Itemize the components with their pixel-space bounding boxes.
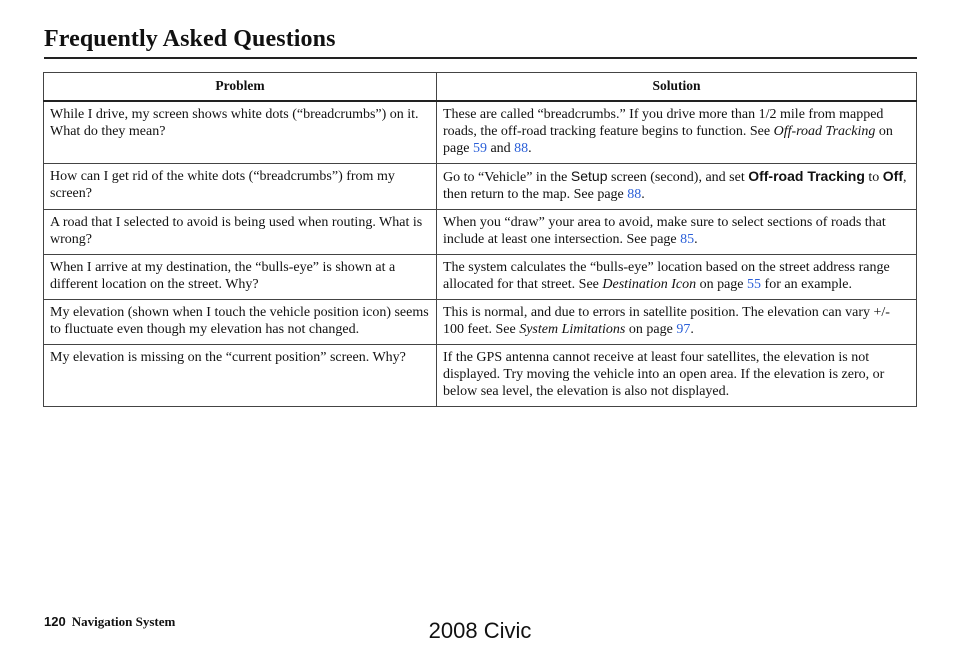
problem-cell: How can I get rid of the white dots (“breadcrumbs”) from my screen?: [44, 164, 437, 210]
setup-screen-label: Setup: [570, 168, 608, 184]
footer-section-title: Navigation System: [71, 614, 176, 629]
solution-text: on page: [443, 124, 893, 156]
solution-cell: [437, 210, 917, 255]
faq-table: [43, 72, 917, 407]
problem-cell: A road that I selected to avoid is being used when routing. What is wrong?: [44, 210, 437, 255]
solution-text: to: [864, 170, 883, 185]
problem-cell: When I arrive at my destination, the “bulls-eye” is shown at a different location on the street. Why?: [44, 255, 437, 300]
reference-title: Destination Icon: [602, 277, 697, 292]
solution-cell: [437, 255, 917, 300]
solution-text: .: [528, 141, 532, 156]
solution-text: on page: [696, 277, 748, 292]
page-number: 120: [44, 614, 66, 629]
solution-text: and: [486, 141, 515, 156]
table-row: [44, 210, 917, 255]
reference-title: Off-road Tracking: [773, 124, 876, 139]
page-link-55[interactable]: 55: [747, 277, 762, 292]
page-link-88[interactable]: 88: [627, 187, 642, 202]
page-title: Frequently Asked Questions: [44, 26, 336, 52]
solution-cell: [437, 164, 917, 210]
problem-cell: My elevation is missing on the “current position” screen. Why?: [44, 345, 437, 407]
solution-cell: [437, 345, 917, 407]
problem-cell: My elevation (shown when I touch the vehicle position icon) seems to fluctuate even though my elevation has not changed.: [44, 300, 437, 345]
page-link-85[interactable]: 85: [680, 232, 695, 247]
table-header-row: [44, 73, 917, 102]
page-link-97[interactable]: 97: [676, 322, 691, 337]
solution-text: for an example.: [761, 277, 852, 292]
solution-cell: [437, 101, 917, 164]
solution-text: .: [694, 232, 698, 247]
solution-text: on page: [625, 322, 677, 337]
solution-text: Go to “Vehicle” in the: [443, 170, 571, 185]
table-row: [44, 101, 917, 164]
table-row: [44, 255, 917, 300]
off-option-label: Off: [882, 168, 904, 184]
table-row: [44, 164, 917, 210]
problem-cell: While I drive, my screen shows white dots (“breadcrumbs”) on it. What do they mean?: [44, 101, 437, 164]
page-link-88[interactable]: 88: [514, 141, 529, 156]
solution-text: These are called “breadcrumbs.” If you drive more than 1/2 mile from mapped roads, the off-road tracking feature begins to function. See: [443, 107, 884, 139]
solution-text: The system calculates the “bulls-eye” location based on the street address range allocated for that street. See: [443, 260, 890, 292]
solution-text: screen (second), and set: [607, 170, 749, 185]
offroad-tracking-label: Off-road Tracking: [748, 168, 865, 184]
title-divider: [44, 57, 917, 59]
solution-text: .: [690, 322, 694, 337]
column-header-problem: Problem: [44, 73, 437, 102]
table-row: [44, 345, 917, 407]
watermark-text: 2008 Civic: [428, 618, 532, 643]
solution-text: This is normal, and due to errors in satellite position. The elevation can vary +/- 100 feet. See: [443, 305, 890, 337]
solution-text: .: [641, 187, 645, 202]
solution-cell: [437, 300, 917, 345]
table-row: [44, 300, 917, 345]
reference-title: System Limitations: [519, 322, 626, 337]
solution-text: If the GPS antenna cannot receive at least four satellites, the elevation is not displayed. Try moving the vehicle into an open area. If the elevation is zero, or below sea level, the elevation is also not displayed.: [443, 350, 885, 399]
column-header-solution: Solution: [437, 73, 917, 102]
solution-text: , then return to the map. See page: [443, 170, 907, 202]
solution-text: When you “draw” your area to avoid, make sure to select sections of roads that include at least one intersection. See page: [443, 215, 886, 247]
page-link-59[interactable]: 59: [472, 141, 487, 156]
